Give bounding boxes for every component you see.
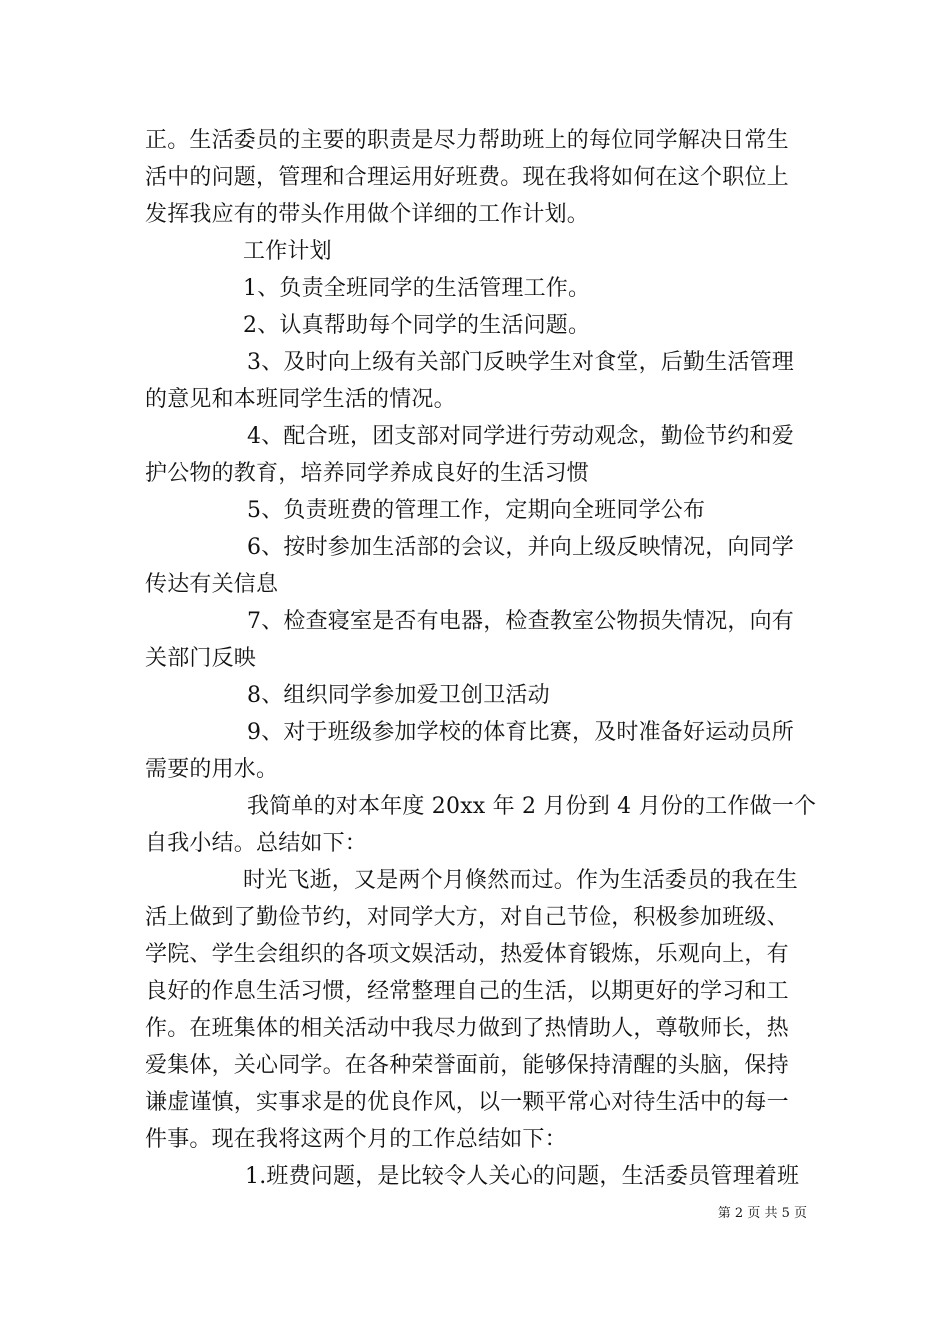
list-item: 2、认真帮助每个同学的生活问题。	[243, 313, 591, 338]
paragraph-line: 护公物的教育，培养同学养成良好的生活习惯	[145, 461, 590, 486]
paragraph-line: 关部门反映	[145, 646, 257, 671]
list-item: 6、按时参加生活部的会议，并向上级反映情况，向同学	[247, 535, 794, 560]
paragraph-line: 良好的作息生活习惯，经常整理自己的生活，以期更好的学习和工	[145, 979, 789, 1004]
paragraph-line: 活中的问题，管理和合理运用好班费。现在我将如何在这个职位上	[145, 165, 789, 190]
paragraph-line: 活上做到了勤俭节约，对同学大方，对自己节俭，积极参加班级、	[145, 905, 789, 930]
paragraph-line: 件事。现在我将这两个月的工作总结如下：	[145, 1127, 567, 1152]
paragraph-line: 的意见和本班同学生活的情况。	[145, 387, 456, 412]
list-item: 8、组织同学参加爱卫创卫活动	[247, 683, 550, 708]
page-number: 第 2 页 共 5 页	[717, 1206, 807, 1221]
list-item: 4、配合班，团支部对同学进行劳动观念，勤俭节约和爱	[247, 424, 794, 449]
list-item: 1.班费问题，是比较令人关心的问题，生活委员管理着班	[245, 1164, 800, 1189]
list-item: 7、检查寝室是否有电器，检查教室公物损失情况，向有	[247, 609, 794, 634]
paragraph-line: 时光飞逝，又是两个月倏然而过。作为生活委员的我在生	[243, 868, 799, 893]
section-heading: 工作计划	[243, 239, 332, 264]
paragraph-line: 学院、学生会组织的各项文娱活动，热爱体育锻炼，乐观向上，有	[145, 942, 789, 967]
list-item: 3、及时向上级有关部门反映学生对食堂，后勤生活管理	[247, 350, 794, 375]
paragraph-line: 我简单的对本年度 20xx 年 2 月份到 4 月份的工作做一个	[247, 794, 817, 819]
paragraph-line: 传达有关信息	[145, 572, 279, 597]
list-item: 5、负责班费的管理工作，定期向全班同学公布	[247, 498, 706, 523]
paragraph-line: 作。在班集体的相关活动中我尽力做到了热情助人，尊敬师长，热	[145, 1016, 789, 1041]
paragraph-line: 发挥我应有的带头作用做个详细的工作计划。	[145, 202, 590, 227]
paragraph-line: 谦虚谨慎，实事求是的优良作风，以一颗平常心对待生活中的每一	[145, 1090, 789, 1115]
paragraph-line: 爱集体，关心同学。在各种荣誉面前，能够保持清醒的头脑，保持	[145, 1053, 789, 1078]
paragraph-line: 正。生活委员的主要的职责是尽力帮助班上的每位同学解决日常生	[145, 128, 789, 153]
list-item: 9、对于班级参加学校的体育比赛，及时准备好运动员所	[247, 720, 794, 745]
list-item: 1、负责全班同学的生活管理工作。	[243, 276, 591, 301]
paragraph-line: 自我小结。总结如下：	[145, 831, 368, 856]
paragraph-line: 需要的用水。	[145, 757, 279, 782]
